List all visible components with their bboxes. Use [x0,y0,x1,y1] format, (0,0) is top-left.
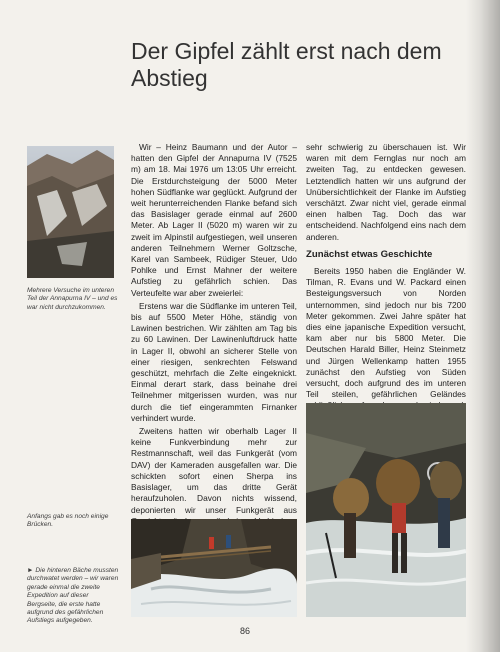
photo-bridge [131,519,297,617]
paragraph: Wir – Heinz Baumann und der Autor – hatten den Gipfel der Annapurna IV (7525 m) am 18. Mai 1976 um 13:05 Uhr erreicht. Die Erstdurchsteigung der 5000 Meter hohen Südflanke war geglückt. Aufgrund der weit herunterreichenden Flanke befand sich das Basislager gerade einmal auf 2600 Meter. Ab Lager II (5020 m) waren wir zu zweit im Alpinstil aufgestiegen, weil unseren anderen Teilnehmern Werner Goltzsche, Karel van Sambeek, Rüdiger Steuer, Udo Pohlke und Ernst Mahner der weitere Aufstieg zu gefährlich schien. Das Verteufelte war aber zweierlei: [131,142,297,298]
paragraph: Zweitens hatten wir oberhalb Lager II keine Funkverbindung mehr zur Restmannschaft, weil das Funkgerät (vom DAV) der Kameraden ausgefallen war. Die schickten sofort einen Sherpa ins Basislager, um das dritte Gerät heraufzuholen. Davon nichts wissend, deponierten wir unser Funkgerät aus [131,426,297,515]
paragraph: Erstens war die Südflanke im unteren Teil, bis auf 5500 Meter Höhe, ständig von Lawinen bestrichen. Wir zählten am Tag bis zu 60 Lawinen. Der Lawinenluftdruck hatte in Lager II, obwohl an sicherer Stelle von einer riesigen, senkrechten Felswand geschützt, mehrfach die Zelte eingeknickt. Einmal derart stark, dass beinahe drei Teilnehmer mitgerissen wurden, was nur durch die tief eingerammten Firnanker verhindert wurde. [131,300,297,423]
section-heading: Zunächst etwas Geschichte [306,248,433,260]
paragraph: sehr schwierig zu überschauen ist. Wir waren mit dem Fernglas nur noch am zweiten Tag, zu entdecken gewesen. Letztendlich hatten wir uns aufgrund der Unübersichtlichkeit der Flanke im Aufstieg verschätzt. Zwar nicht viel, gerade einmal einen halben Tag. Doch das war entscheidend. Nachfolgend eins nach dem anderen. [306,142,466,242]
caption-photo1: Mehrere Versuche im unteren Teil der Annapurna IV – und es war nicht durchzukommen. [27,287,118,311]
photo-porters-wading [306,403,466,617]
text-column-middle [131,142,297,515]
caption-photo2: Anfangs gab es noch einige Brücken. [27,513,109,529]
paragraph: Bereits 1950 haben die Engländer W. Tilman, R. Evans und W. Packard einen Besteigungsversuch von Norden unternommen, sind jedoch nur bis 7200 Meter gekommen. Zwei Jahre später hat dies eine japanische Expedition versucht, kam aber nur bis 5800 Meter. Die Deutschen Harald Biller, Heinz Steinmetz und Jürgen Wellenkamp hatten 1955 zunächst den Aufstieg von Süden versucht, doch aufgrund des im unteren Teil steilen, gefährlichen Geländes [306,266,466,400]
text-column-right [306,142,466,400]
page-number: 86 [240,626,251,636]
book-spine-shadow [466,0,500,652]
photo-mountain-face [27,146,114,278]
page-title: Der Gipfel zählt erst nach dem Abstieg [131,38,442,91]
caption-photo3: ► Die hinteren Bäche mussten durchwatet werden – wir waren gerade einmal die zweite Expedition auf dieser Bergseite, die erste hatte aufgrund des gefährlichen Aufstiegs aufgegeben. [27,567,119,625]
